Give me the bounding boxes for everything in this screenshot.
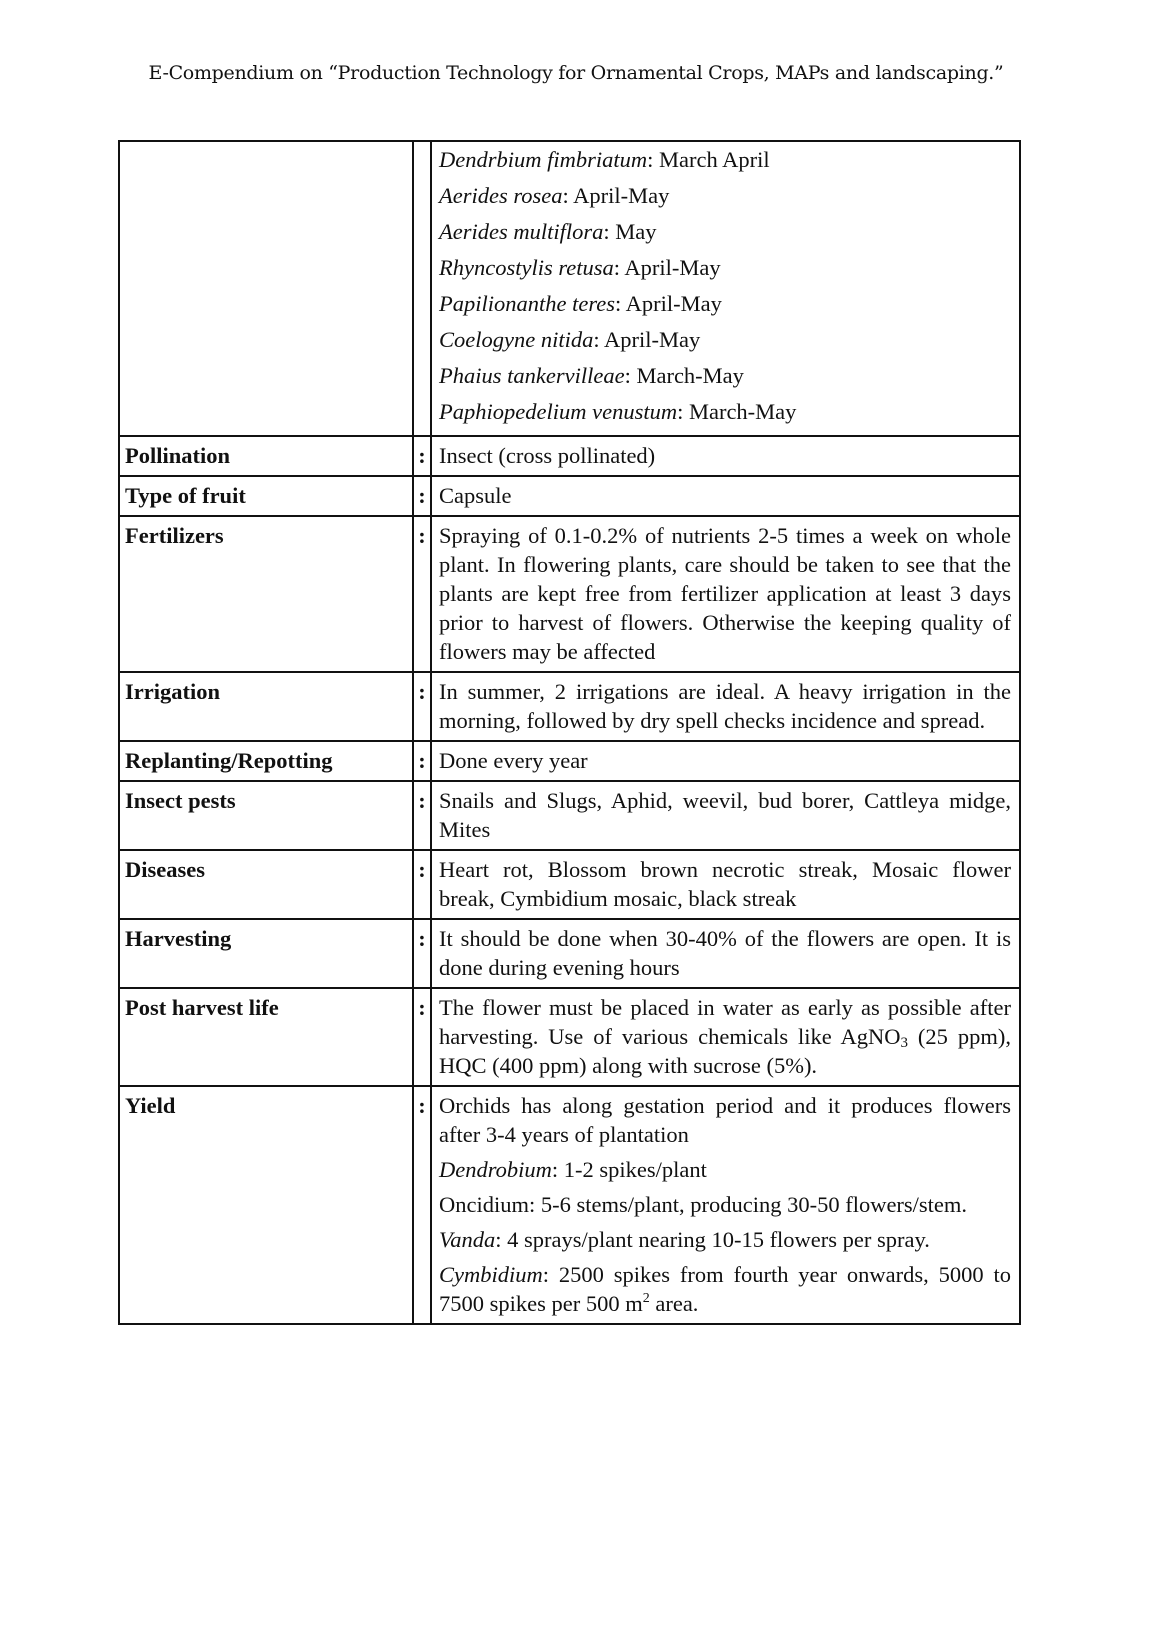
row-label: Harvesting <box>119 919 413 988</box>
list-item: Cymbidium: 2500 spikes from fourth year onwards, 5000 to 7500 spikes per 500 $m^2$ area. <box>439 1262 1011 1316</box>
row-separator: : <box>413 988 431 1086</box>
row-value: Done every year <box>431 741 1020 781</box>
table-row-replanting <box>119 741 1020 781</box>
list-item: Oncidium: 5-6 stems/plant, producing 30-50 flowers/stem. <box>439 1192 968 1217</box>
flowering-season-list <box>431 141 1020 436</box>
table-row-harvesting <box>119 919 1020 988</box>
row-value: In summer, 2 irrigations are ideal. A heavy irrigation in the morning, followed by dry spell checks incidence and spread. <box>431 672 1020 741</box>
list-item: Dendrbium fimbriatum: March April <box>439 147 770 172</box>
row-label: Post harvest life <box>119 988 413 1086</box>
row-separator: : <box>413 476 431 516</box>
table-row-fruit-type <box>119 476 1020 516</box>
row-label: Replanting/Repotting <box>119 741 413 781</box>
table-row-yield <box>119 1086 1020 1324</box>
list-item: Papilionanthe teres: April-May <box>439 291 722 316</box>
row-value: Capsule <box>431 476 1020 516</box>
list-item: Coelogyne nitida: April-May <box>439 327 701 352</box>
row-label: Irrigation <box>119 672 413 741</box>
table-row-diseases <box>119 850 1020 919</box>
row-value: Snails and Slugs, Aphid, weevil, bud borer, Cattleya midge, Mites <box>431 781 1020 850</box>
row-label <box>119 141 413 436</box>
row-label: Yield <box>119 1086 413 1324</box>
list-item: Phaius tankervilleae: March-May <box>439 363 744 388</box>
row-label: Fertilizers <box>119 516 413 672</box>
table-row-post-harvest <box>119 988 1020 1086</box>
list-item: Paphiopedelium venustum: March-May <box>439 399 797 424</box>
row-label: Diseases <box>119 850 413 919</box>
row-separator: : <box>413 1086 431 1324</box>
row-separator: : <box>413 516 431 672</box>
row-separator: : <box>413 850 431 919</box>
page-header: E-Compendium on “Production Technology for Ornamental Crops, MAPs and landscaping.” <box>148 62 1004 84</box>
list-item: Vanda: 4 sprays/plant nearing 10-15 flowers per spray. <box>439 1227 930 1252</box>
table-row-flowering-season <box>119 141 1020 436</box>
row-separator <box>413 141 431 436</box>
list-item: Rhyncostylis retusa: April-May <box>439 255 721 280</box>
row-label: Insect pests <box>119 781 413 850</box>
row-separator: : <box>413 741 431 781</box>
table-row-pollination <box>119 436 1020 476</box>
table-row-fertilizers <box>119 516 1020 672</box>
row-separator: : <box>413 436 431 476</box>
list-item: Aerides multiflora: May <box>439 219 657 244</box>
list-item: Aerides rosea: April-May <box>439 183 670 208</box>
crop-info-table <box>118 140 1021 1325</box>
row-separator: : <box>413 781 431 850</box>
row-label: Type of fruit <box>119 476 413 516</box>
row-separator: : <box>413 919 431 988</box>
list-item: Dendrobium: 1-2 spikes/plant <box>439 1157 707 1182</box>
row-value: Insect (cross pollinated) <box>431 436 1020 476</box>
row-value: It should be done when 30-40% of the flowers are open. It is done during evening hours <box>431 919 1020 988</box>
row-value: The flower must be placed in water as early as possible after harvesting. Use of various chemicals like AgNO$_3$ (25 ppm), HQC (400 ppm) along with sucrose (5%). <box>431 988 1020 1086</box>
row-label: Pollination <box>119 436 413 476</box>
yield-intro: Orchids has along gestation period and it produces flowers after 3-4 years of plantation <box>439 1093 1011 1147</box>
row-value: Heart rot, Blossom brown necrotic streak, Mosaic flower break, Cymbidium mosaic, black streak <box>431 850 1020 919</box>
row-separator: : <box>413 672 431 741</box>
table-row-insect-pests <box>119 781 1020 850</box>
row-value <box>431 1086 1020 1324</box>
table-row-irrigation <box>119 672 1020 741</box>
row-value: Spraying of 0.1-0.2% of nutrients 2-5 times a week on whole plant. In flowering plants, care should be taken to see that the plants are kept free from fertilizer application at least 3 days prior to harvest of flowers. Otherwise the keeping quality of flowers may be affected <box>431 516 1020 672</box>
